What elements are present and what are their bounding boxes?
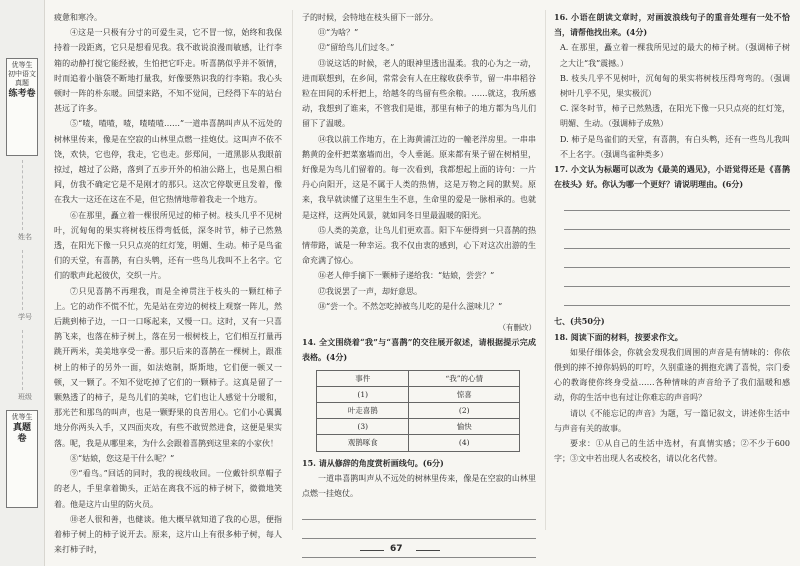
name-label: 姓名 <box>18 233 32 241</box>
answer-line[interactable] <box>564 253 790 268</box>
table-row <box>317 386 520 402</box>
answer-line[interactable] <box>564 272 790 287</box>
class-label: 学号 <box>18 313 32 321</box>
table-row <box>317 403 520 419</box>
paragraph: ⑩老人很和善，也健谈。他大概早就知道了我的心思，便指着柿子树上的柿子说开去。原来，这片山上有很多柿子树，每人来打柿子时， <box>54 514 282 555</box>
question-16-title: 16. 小语在朗读文章时，对画波浪线句子的重音处理有一处不恰当，请帮他找出来。(4分) <box>554 12 790 38</box>
paragraph: ⑤“喳，喳喳，喳，喳喳喳……”一道串喜鹊叫声从不远处的树林里传来，像是在空寂的山林里点燃一挂炮仗。这叫声不依不饶，欢快，它也停，我走，它也走。彭郑间，一道黑影从我眼前掠过，越过了公路，落到了五步开外的柏油公路上，也是黑白相间，仿我不确定它是不是刚才的那只。这次它停歇更且发着，像在我大一这还在这在不是，但它热情地带着我走一个地方。 <box>54 119 282 205</box>
option-d[interactable]: D. 柿子是鸟雀们的天堂，有喜鹊，有白头鹎，还有一些鸟儿我叫不上名字。（强调鸟雀种类多） <box>560 134 790 159</box>
answer-line[interactable] <box>564 215 790 230</box>
table-cell[interactable]: 惊喜 <box>409 386 520 402</box>
question-18-title: 18. 阅读下面的材料，按要求作文。 <box>554 331 683 342</box>
question-15-quote: 一道串喜鹊叫声从不远处的树林里传来，像是在空寂的山林里点燃一挂炮仗。 <box>302 473 536 499</box>
column-1 <box>54 10 282 557</box>
answer-line[interactable] <box>564 196 790 211</box>
paragraph: ⑮人类的美意，让鸟儿们更欢喜。阳下车便得到一只喜鹊的热情带路，诚是一种幸运。我不仅由衷的感到，心下对这次出游的生命充满了惊心。 <box>302 225 536 266</box>
question-18-requirements: 要求：①从自己的生活中选材，有真情实感；②不少于600字；③文中若出现人名或校名，请以化名代替。 <box>554 439 790 464</box>
paragraph: ⑬说这话的时候，老人的眼神里透出温柔。我的心为之一动，进而联想到，在乡间，常常会有人在庄稼收获季节，留一串串稻谷粒在田间的禾杆把上，给越冬的鸟留有些余粮。……就这，我所感动，我想到了谁来，不管我们是谁，那里有柿子的地方都为鸟儿们留下了温暖。 <box>302 58 536 129</box>
answer-line[interactable] <box>564 234 790 249</box>
badge-bottom-line3: 卷 <box>17 434 27 444</box>
question-15-title: 15. 请从修辞的角度赏析画线句。(6分) <box>302 457 444 468</box>
paragraph: ④这是一只极有分寸的可爱生灵，它不冒一惊，始终和我保持着一段距离，它只是想看见我。我不敢说浪漫而敏感，让行李箱的动静打搅它能经被，生怕把它吓走。听喜鹊似乎并不领情，时而追着小脑袋不断地打量我，好像要熟识我的行李箱。我心头顿时一阵的朴东暖。回望来路，不知不觉间，已经得下车的站台甚远了许多。 <box>54 28 282 114</box>
column-3 <box>554 10 790 466</box>
badge-bottom-line1: 优等生 <box>11 413 33 421</box>
answer-line[interactable] <box>302 505 536 520</box>
paragraph: ⑦只见喜鹊不再理我，而是全神贯注于枝头的一颗红柿子上。它的动作不慌不忙，先是站在旁边的树枝上观察一阵儿，然后跳到柿子边，一口一口啄起来，又慢一口。这时，又有一只喜鹊飞来，也落在柿子树上，落在另一根树枝上，它们相互打量再跳开两米，美美地享受一番。那只后来的喜鹊在一棵树上，跟准树上的柿子的另外一面，如法炮制，斯斯地，它们便一顿又一顿，又一颗了。不知不觉吃掉了它们的一颗柿子。这真是留了一颗熟透了的柿子，是鸟儿们的美味，它们也让人感觉十分暖和，那光芒和那鸟的叫声，也是一颗野果的良苦用心。它们小心翼翼地分你两头入手，又四面夹攻，有些不敢贸然进食，这便是果实落。呢，我是从哪里来，为什么会跟着喜鹊到这里来的小家伙！ <box>54 286 282 448</box>
binding-sidebar <box>0 0 45 566</box>
paragraph: ⑪“为啥？” <box>318 28 359 38</box>
badge-bottom-line2: 真题 <box>12 423 31 433</box>
paragraph: 子的时候，会特地在枝头留下一部分。 <box>302 13 438 22</box>
brand-badge-top <box>6 58 38 156</box>
question-14-title: 14. 全文围绕着“我”与“喜鹊”的交往展开叙述，请根据提示完成表格。(4分) <box>302 337 536 363</box>
page-number-rule <box>416 550 440 551</box>
answer-line[interactable] <box>302 524 536 539</box>
paragraph: ⑭我以前工作地方，在上海黄浦江边的一幢老洋房里。一串串鹅黄的金杆把菜塞墙而出，令人垂涎。原来都有果子留在树梢里，好像是为鸟儿们留着的。每一次看到，我都想起上面的诗句：一片丹心向阳开，这是不属于人类的热情，这是万物之间的默契。原来，我早就读懂了这里生生不息，生命里的爱是一脉相承的。也就是这样，这两处风景，就如同冬日里最温暖的阳光。 <box>302 134 536 220</box>
paragraph: ⑰我说罢了一声，却好意思。 <box>318 286 422 296</box>
table-cell[interactable]: 叶走喜鹊 <box>317 403 409 419</box>
cut-line <box>22 250 23 310</box>
question-18-material: 如果仔细体会，你就会发现我们周围的声音是有情味的：你依偎到的摔不掉你妈妈的叮咛，久别重逢的拥抱充满了喜悦，宗门委心的教诲使你终身受益……各种情味的声音给予了我们温暖和感动，你的生活中也有过让你难忘的声音吗？ <box>554 347 790 403</box>
table-cell[interactable]: (4) <box>409 435 520 451</box>
column-divider <box>545 10 546 530</box>
badge-top-line2: 初中语文真题 <box>8 70 36 87</box>
badge-top-line3: 练考卷 <box>8 89 36 99</box>
source-note: （有删改） <box>498 323 536 333</box>
table-row <box>317 419 520 435</box>
table-header-mood: “我”的心情 <box>409 370 520 386</box>
paragraph: ⑯老人伸手摘下一颗柿子递给我：“姑娘，尝尝？” <box>318 271 495 281</box>
paragraph: ⑫“留给鸟儿们过冬。” <box>318 43 395 53</box>
table-cell[interactable]: (1) <box>317 386 409 402</box>
badge-top-line1: 优等生 <box>11 61 33 69</box>
table-cell[interactable]: (3) <box>317 419 409 435</box>
paragraph: 疲惫和寒冷。 <box>54 13 102 22</box>
table-header-event: 事件 <box>317 370 409 386</box>
column-2 <box>302 10 536 562</box>
brand-badge-bottom <box>6 410 38 508</box>
paragraph: ⑥在那里，矗立着一棵很所见过的柿子树。枝头几乎不见树叶，沉甸甸的果实将树枝压得弯低低，深冬时节，柿子已然熟透，在阳光下像一只只点亮的红灯笼，明媚、生动。柿子是鸟雀们的天堂，有喜鹊，有白头鹎，还有一些鸟儿我叫不上名字。它们的歌声此起彼伏，交织一片。 <box>54 210 282 281</box>
option-b[interactable]: B. 枝头几乎不见树叶，沉甸甸的果实将树枝压得弯弯的。（强调树叶几乎不见，果实极沉） <box>560 73 790 99</box>
event-table <box>316 370 520 452</box>
page-number-rule <box>360 550 384 551</box>
table-cell[interactable]: (2) <box>409 403 520 419</box>
answer-line[interactable] <box>564 291 790 306</box>
cut-line <box>22 160 23 230</box>
score-label: 班级 <box>18 393 32 401</box>
column-divider <box>292 10 293 530</box>
table-cell[interactable]: 观鹊啄食 <box>317 435 409 451</box>
paragraph: ⑱“尝一个。不然怎吃掉被鸟儿吃的是什么滋味儿？” <box>318 301 503 311</box>
page-number: 67 <box>390 544 403 554</box>
option-c[interactable]: C. 深冬时节，柿子已然熟透，在阳光下像一只只点亮的红灯笼，明媚、生动。（强调柿子成熟） <box>560 104 790 129</box>
table-row <box>317 435 520 451</box>
paragraph: ⑨“看鸟。”回话的同时，我的视线收回。一位戴针织草帽子的老人，手里拿着锄头，正站在离我不远的柿子树下，微微地笑着。他是这片山里的防火员。 <box>54 469 282 509</box>
question-17-title: 17. 小文认为标题可以改为《最美的遇见》，小语觉得还是《喜鹊在枝头》好。你认为哪一个更好？请说明理由。(6分) <box>554 164 790 190</box>
cut-line <box>22 330 23 390</box>
table-cell[interactable]: 愉快 <box>409 419 520 435</box>
question-18-prompt: 请以《不能忘记的声音》为题，写一篇记叙文，讲述你生活中与声音有关的故事。 <box>554 408 790 433</box>
paragraph: ⑧“姑娘，您这是干什么呢？” <box>70 453 175 463</box>
option-a[interactable]: A. 在那里，矗立着一棵我所见过的最大的柿子树。（强调柿子树之大让“我”震撼。） <box>560 43 790 68</box>
section-7-heading: 七、(共50分) <box>554 316 605 327</box>
table-header-row <box>317 370 520 386</box>
